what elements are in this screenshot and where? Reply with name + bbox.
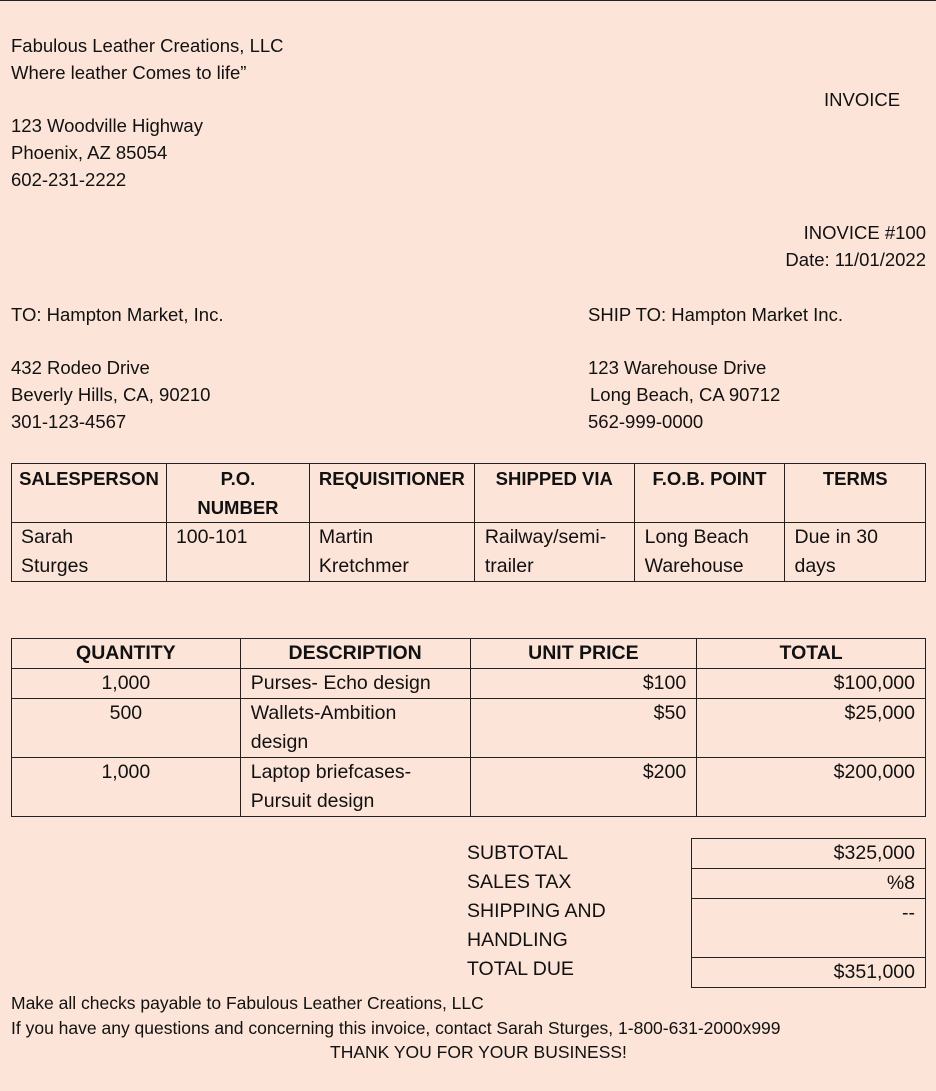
company-name: Fabulous Leather Creations, LLC bbox=[11, 35, 284, 56]
table-row bbox=[12, 699, 926, 758]
footer-checks: Make all checks payable to Fabulous Leather Creations, LLC bbox=[11, 993, 484, 1013]
company-block bbox=[11, 32, 284, 193]
item-unit-price: $50 bbox=[470, 699, 697, 758]
order-info-table bbox=[11, 463, 926, 582]
ship-to-name: SHIP TO: Hampton Market Inc. bbox=[588, 304, 843, 325]
header-terms: TERMS bbox=[785, 464, 926, 523]
header-po-number: P.O. NUMBER bbox=[166, 464, 309, 523]
header-requisitioner: REQUISITIONER bbox=[309, 464, 474, 523]
item-unit-price: $100 bbox=[470, 669, 697, 699]
header-description: DESCRIPTION bbox=[240, 639, 470, 669]
item-unit-price: $200 bbox=[470, 758, 697, 817]
item-description: Laptop briefcases-Pursuit design bbox=[240, 758, 470, 817]
value-fob-point: Long Beach Warehouse bbox=[634, 523, 785, 582]
totals-labels bbox=[467, 839, 627, 984]
value-requisitioner: Martin Kretchmer bbox=[309, 523, 474, 582]
value-terms: Due in 30 days bbox=[785, 523, 926, 582]
invoice-meta bbox=[785, 219, 926, 273]
header-shipped-via: SHIPPED VIA bbox=[474, 464, 634, 523]
value-salesperson: Sarah Sturges bbox=[12, 523, 167, 582]
value-shipped-via: Railway/semi-trailer bbox=[474, 523, 634, 582]
item-description: Wallets-Ambition design bbox=[240, 699, 470, 758]
ship-to-block bbox=[588, 301, 843, 435]
shipping-label: SHIPPING AND HANDLING bbox=[467, 900, 606, 951]
sales-tax-value: %8 bbox=[692, 869, 926, 899]
bill-to-block bbox=[11, 301, 223, 435]
header-salesperson: SALESPERSON bbox=[12, 464, 167, 523]
company-address-line2: Phoenix, AZ 85054 bbox=[11, 142, 168, 163]
sales-tax-label: SALES TAX bbox=[467, 871, 572, 893]
header-quantity: QUANTITY bbox=[12, 639, 241, 669]
ship-to-address-line1: 123 Warehouse Drive bbox=[588, 357, 767, 378]
ship-to-address-line2: Long Beach, CA 90712 bbox=[590, 384, 781, 405]
total-due-value: $351,000 bbox=[692, 958, 926, 988]
bill-to-name: TO: Hampton Market, Inc. bbox=[11, 304, 224, 325]
top-border bbox=[0, 0, 936, 1]
subtotal-value: $325,000 bbox=[692, 839, 926, 869]
item-total: $100,000 bbox=[697, 669, 926, 699]
items-header-row bbox=[12, 639, 926, 669]
item-quantity: 500 bbox=[12, 699, 241, 758]
total-due-label: TOTAL DUE bbox=[467, 958, 574, 980]
table-row bbox=[12, 758, 926, 817]
ship-to-phone: 562-999-0000 bbox=[588, 411, 704, 432]
company-address-line1: 123 Woodville Highway bbox=[11, 115, 203, 136]
company-phone: 602-231-2222 bbox=[11, 169, 127, 190]
totals-table bbox=[691, 838, 926, 988]
line-items-table bbox=[11, 638, 926, 817]
company-tagline: Where leather Comes to life” bbox=[11, 62, 247, 83]
table-row bbox=[12, 669, 926, 699]
item-quantity: 1,000 bbox=[12, 669, 241, 699]
invoice-number: INOVICE #100 bbox=[803, 222, 926, 243]
header-fob-point: F.O.B. POINT bbox=[634, 464, 785, 523]
header-total: TOTAL bbox=[697, 639, 926, 669]
shipping-value: -- bbox=[692, 899, 926, 958]
bill-to-address-line1: 432 Rodeo Drive bbox=[11, 357, 150, 378]
bill-to-phone: 301-123-4567 bbox=[11, 411, 127, 432]
item-quantity: 1,000 bbox=[12, 758, 241, 817]
footer-questions: If you have any questions and concerning this invoice, contact Sarah Sturges, 1-800-631-2000x999 bbox=[11, 1018, 781, 1038]
item-total: $200,000 bbox=[697, 758, 926, 817]
header-unit-price: UNIT PRICE bbox=[470, 639, 697, 669]
order-info-header-row bbox=[12, 464, 926, 523]
subtotal-label: SUBTOTAL bbox=[467, 842, 569, 864]
item-total: $25,000 bbox=[697, 699, 926, 758]
order-info-value-row bbox=[12, 523, 926, 582]
footer-thanks: THANK YOU FOR YOUR BUSINESS! bbox=[330, 1042, 627, 1062]
item-description: Purses- Echo design bbox=[240, 669, 470, 699]
value-po-number: 100-101 bbox=[166, 523, 309, 582]
bill-to-address-line2: Beverly Hills, CA, 90210 bbox=[11, 384, 211, 405]
document-title: INVOICE bbox=[824, 89, 901, 110]
invoice-date: Date: 11/01/2022 bbox=[785, 249, 926, 270]
